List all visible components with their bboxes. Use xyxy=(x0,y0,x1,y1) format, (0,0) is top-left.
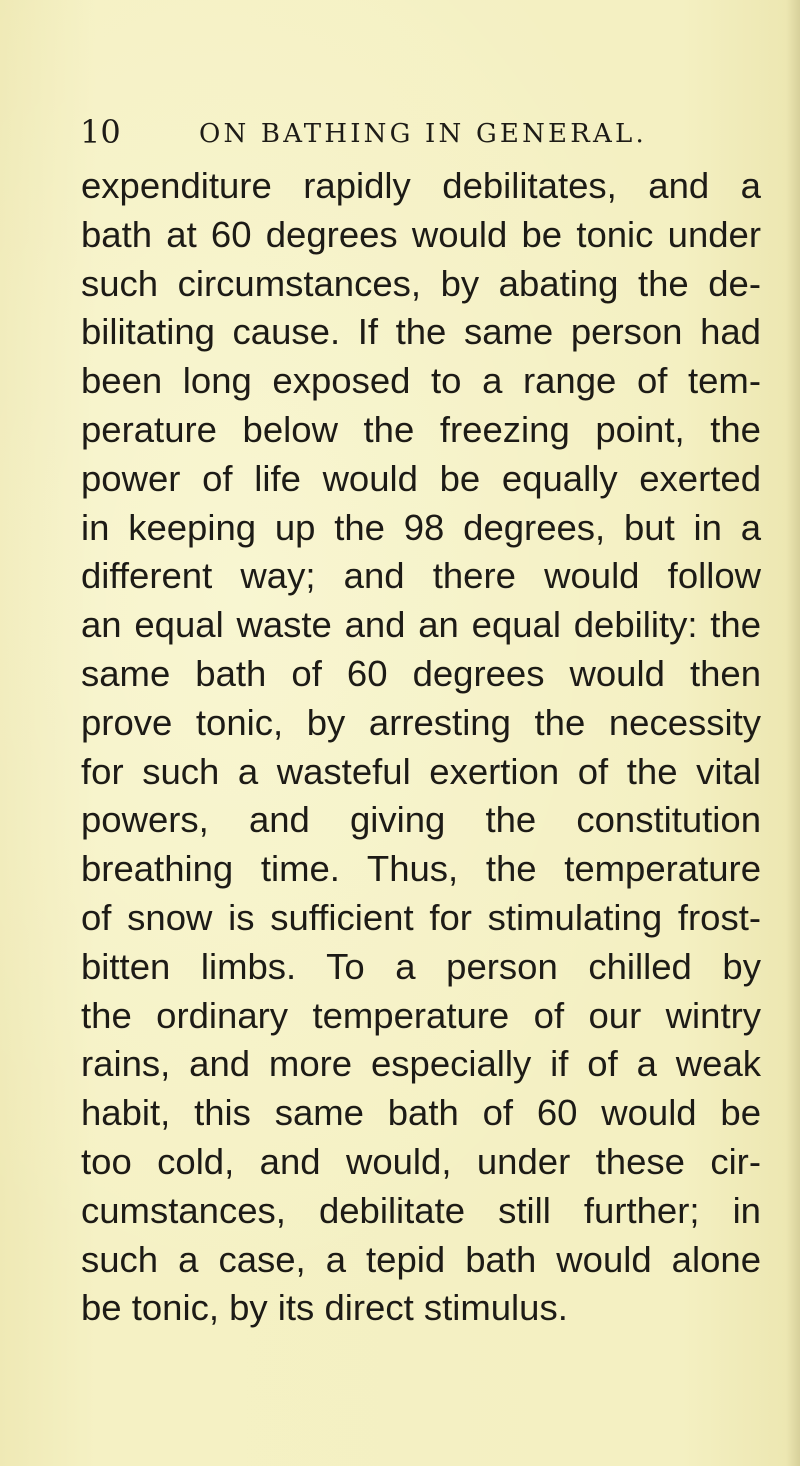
text-line: in keeping up the 98 degrees, but in a xyxy=(81,506,761,548)
text-line: been long exposed to a range of tem- xyxy=(81,360,761,402)
page-number: 10 xyxy=(80,113,121,151)
text-line: of snow is sufficient for stimulating frost- xyxy=(81,896,761,938)
text-line: an equal waste and an equal debility: the xyxy=(81,604,761,646)
text-line: for such a wasteful exertion of the vital xyxy=(81,750,761,792)
text-line: different way; and there would follow xyxy=(81,555,761,597)
text-line: be tonic, by its direct stimulus. xyxy=(81,1287,568,1329)
text-line: too cold, and would, under these cir- xyxy=(81,1140,761,1182)
text-line: bilitating cause. If the same person had xyxy=(81,311,761,353)
text-line: the ordinary temperature of our wintry xyxy=(81,994,761,1036)
text-line: perature below the freezing point, the xyxy=(81,408,761,450)
running-head xyxy=(80,112,740,152)
text-line: expenditure rapidly debilitates, and a xyxy=(81,165,761,206)
text-line: breathing time. Thus, the temperature xyxy=(81,848,761,890)
text-line: powers, and giving the constitution xyxy=(81,799,761,841)
text-line: habit, this same bath of 60 would be xyxy=(81,1092,761,1134)
text-line: power of life would be equally exerted xyxy=(81,457,761,499)
text-line: such circumstances, by abating the de- xyxy=(81,262,761,304)
text-line: same bath of 60 degrees would then xyxy=(81,652,761,694)
text-line: bath at 60 degrees would be tonic under xyxy=(81,213,761,255)
text-line: such a case, a tepid bath would alone xyxy=(81,1238,761,1280)
body-paragraph xyxy=(81,162,761,1333)
text-line: prove tonic, by arresting the necessity xyxy=(81,701,761,743)
text-line: cumstances, debilitate still further; in xyxy=(81,1189,761,1231)
text-line: bitten limbs. To a person chilled by xyxy=(81,945,761,987)
running-head-title: ON BATHING IN GENERAL. xyxy=(199,119,647,149)
text-line: rains, and more especially if of a weak xyxy=(81,1043,761,1085)
page-edge-shadow xyxy=(786,0,800,1466)
